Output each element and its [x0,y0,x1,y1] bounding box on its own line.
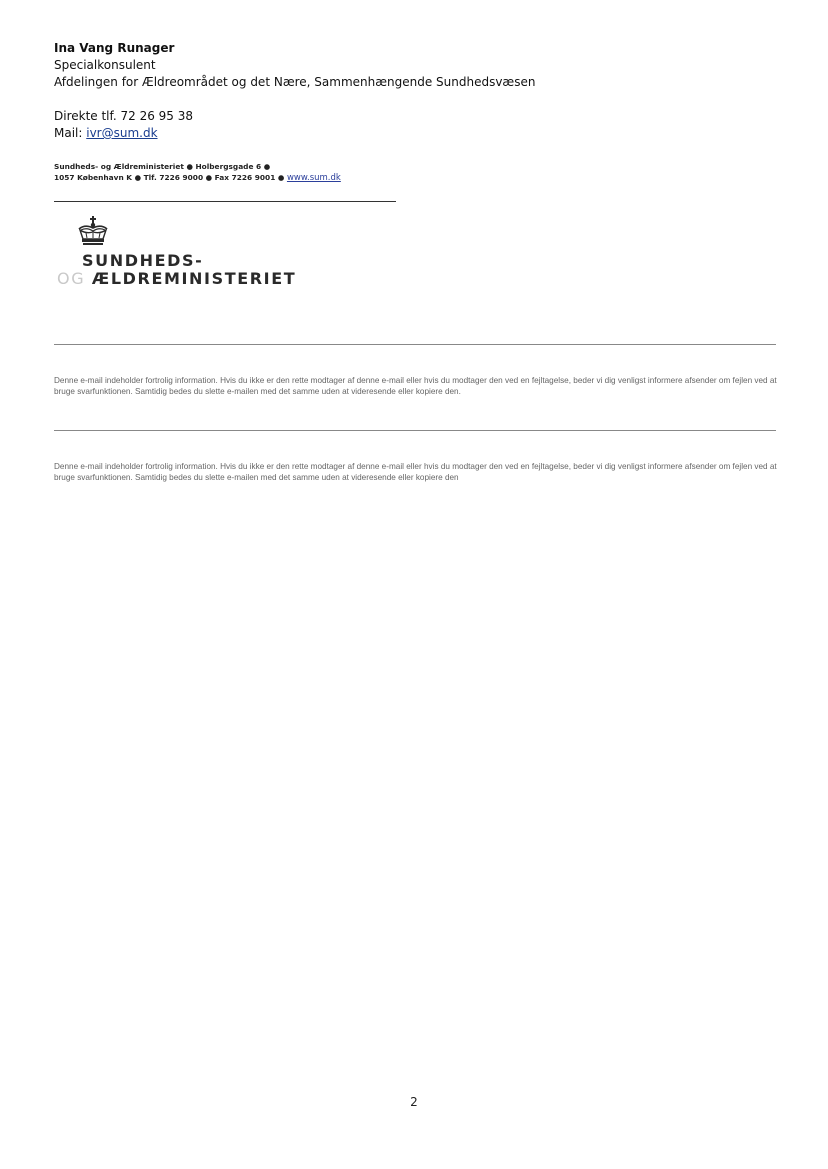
crown-icon [76,216,110,246]
sender-phone: Direkte tlf. 72 26 95 38 [54,109,194,123]
logo-ministry-name: ÆLDREMINISTERIET [91,269,297,288]
disclaimer-text-2: Denne e-mail indeholder fortrolig information. Hvis du ikke er den rette modtager af denne e-mail eller hvis du modtager den ved en fejltagelse, beder vi dig venligst informere afsender om fejlen ved at bruge svarfunktionen. Samtidig bedes du slette e-mailen med det samme uden at videresende eller kopiere den [54,462,777,482]
signature-gap [54,91,535,108]
ministry-address [54,161,341,184]
sender-title: Specialkonsulent [54,58,156,72]
sender-mail-line [54,125,535,142]
address-line-2 [54,172,341,184]
address-line-1: Sundheds- og Ældreministeriet ● Holbergsgade 6 ● [54,162,271,171]
disclaimer-divider-1 [54,344,776,345]
disclaimer-divider-2 [54,430,776,431]
email-signature [54,40,535,142]
mail-link[interactable]: ivr@sum.dk [86,126,158,140]
logo-text-line-1: SUNDHEDS- [82,251,204,270]
page-number: 2 [410,1095,418,1109]
logo-og: OG [57,269,92,288]
sender-department: Afdelingen for Ældreområdet og det Nære, Sammenhængende Sundhedsvæsen [54,75,536,89]
website-link[interactable]: www.sum.dk [286,173,341,183]
address-divider [54,201,396,202]
mail-label: Mail: [54,126,87,140]
address-line-2-text: 1057 København K ● Tlf. 7226 9000 ● Fax 7226 9001 ● [54,173,287,182]
disclaimer-text-1: Denne e-mail indeholder fortrolig information. Hvis du ikke er den rette modtager af denne e-mail eller hvis du modtager den ved en fejltagelse, beder vi dig venligst informere afsender om fejlen ved at bruge svarfunktionen. Samtidig bedes du slette e-mailen med det samme uden at videresende eller kopiere den. [54,376,777,396]
logo-text-line-2 [57,269,296,288]
sender-name: Ina Vang Runager [54,41,175,55]
